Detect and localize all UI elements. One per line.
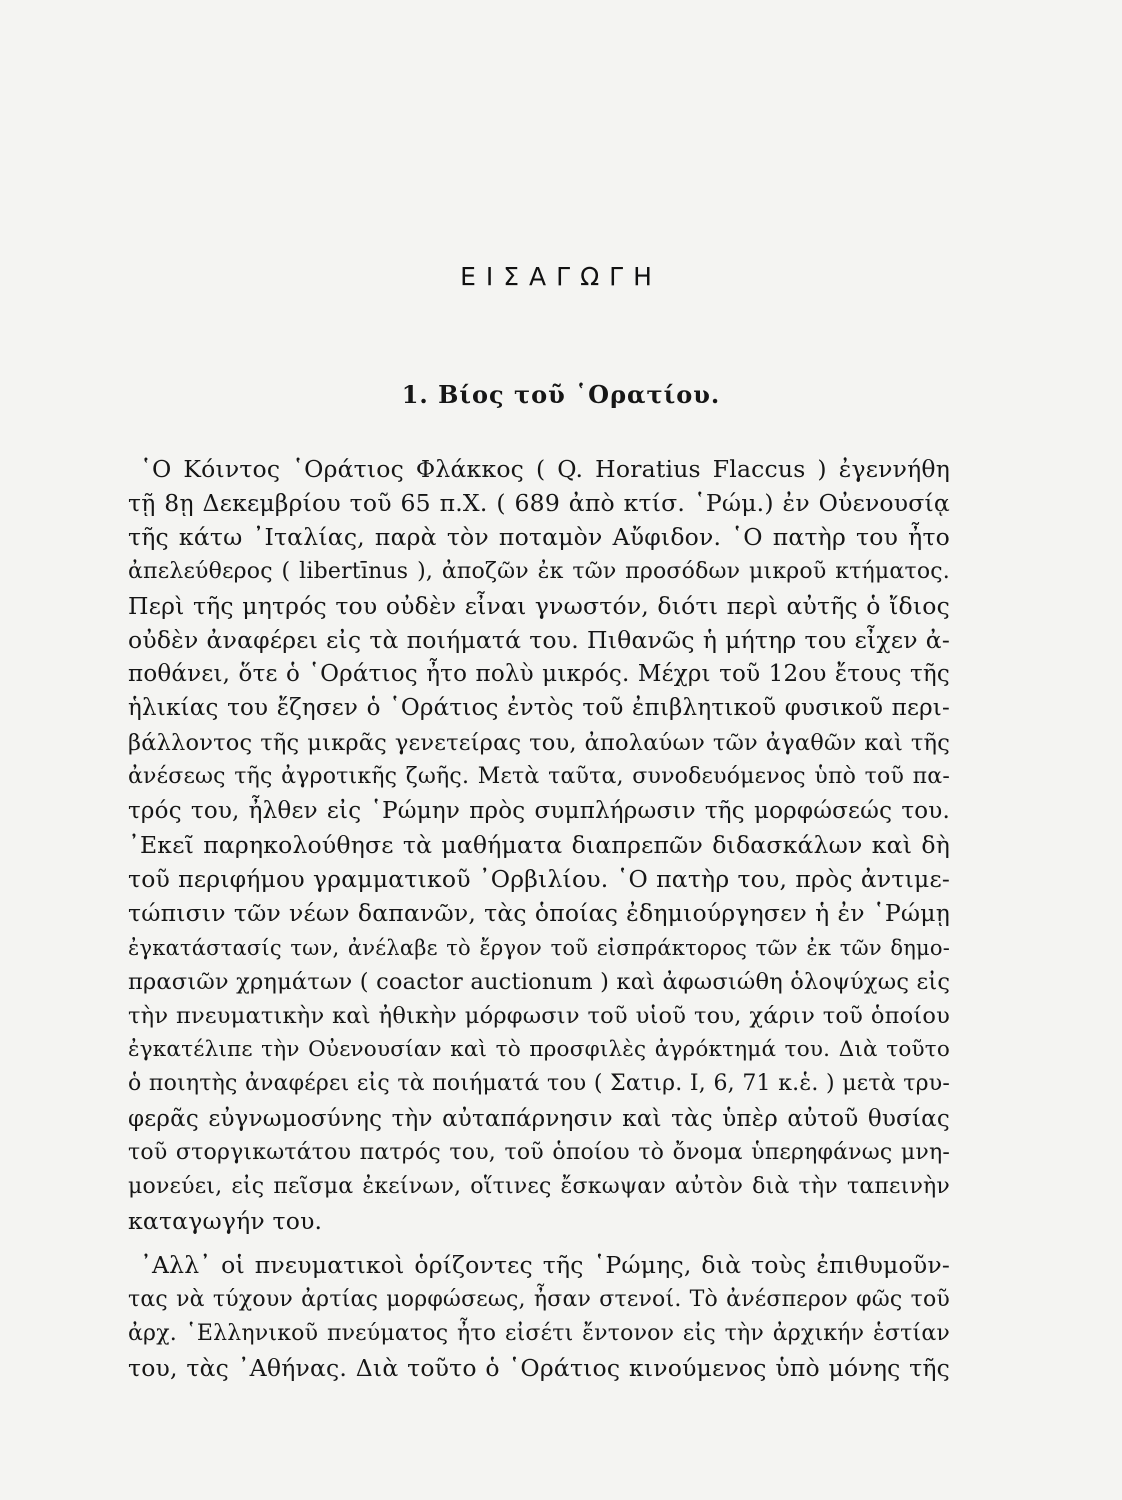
text-line: τῇ 8ῃ Δεκεμβρίου τοῦ 65 π.Χ. ( 689 ἀπὸ κτίσ. ῾Ρώμ.) ἐν Οὐενουσίᾳ	[128, 489, 950, 518]
text-line: ὁ ποιητὴς ἀναφέρει εἰς τὰ ποιήματά του ( Σατιρ. I, 6, 71 κ.ἑ. ) μετὰ τρυ-	[128, 1071, 950, 1097]
section-title: 1. Βίος τοῦ ῾Ορατίου.	[401, 380, 721, 409]
text-line: του, τὰς ᾿Αθήνας. Διὰ τοῦτο ὁ ῾Οράτιος κινούμενος ὑπὸ μόνης τῆς	[128, 1353, 950, 1382]
text-line: ἀνέσεως τῆς ἀγροτικῆς ζωῆς. Μετὰ ταῦτα, συνοδευόμενος ὑπὸ τοῦ πα-	[128, 763, 950, 789]
text-line: τῆς κάτω ᾿Ιταλίας, παρὰ τὸν ποταμὸν Αὔφιδον. ῾Ο πατὴρ του ἦτο	[128, 523, 950, 552]
text-line: ῾Ο Κόιντος ῾Οράτιος Φλάκκος ( Q. Horatius Flaccus ) ἐγεννήθη	[140, 455, 950, 483]
text-line: ἀρχ. ῾Ελληνικοῦ πνεύματος ἦτο εἰσέτι ἔντονον εἰς τὴν ἀρχικήν ἑστίαν	[128, 1320, 950, 1346]
text-line: τοῦ περιφήμου γραμματικοῦ ᾿Ορβιλίου. ῾Ο πατὴρ του, πρὸς ἀντιμε-	[128, 865, 950, 894]
text-line: ᾿Αλλ᾿ οἱ πνευματικοὶ ὁρίζοντες τῆς ῾Ρώμης, διὰ τοὺς ἐπιθυμοῦν-	[140, 1251, 950, 1280]
text-line: τὴν πνευματικὴν καὶ ἠθικὴν μόρφωσιν τοῦ υἱοῦ του, χάριν τοῦ ὁποίου	[128, 1003, 950, 1029]
text-line: τοῦ στοργικωτάτου πατρός του, τοῦ ὁποίου τὸ ὄνομα ὑπερηφάνως μνη-	[128, 1139, 950, 1165]
paragraph-2	[128, 1248, 950, 1385]
page-heading: ΕΙΣΑΓΩΓΗ	[460, 262, 662, 291]
text-line: ἐγκατέλιπε τὴν Οὐενουσίαν καὶ τὸ προσφιλὲς ἀγρόκτημά του. Διὰ τοῦτο	[128, 1037, 950, 1063]
text-line: ἐγκατάστασίς των, ἀνέλαβε τὸ ἔργον τοῦ εἰσπράκτορος τῶν ἐκ τῶν δημο-	[128, 935, 950, 960]
text-line: τρός του, ἦλθεν εἰς ῾Ρώμην πρὸς συμπλήρωσιν τῆς μορφώσεώς του.	[128, 797, 950, 824]
text-line: μονεύει, εἰς πεῖσμα ἐκείνων, οἵτινες ἔσκωψαν αὐτὸν διὰ τὴν ταπεινὴν	[128, 1173, 950, 1199]
text-line: Περὶ τῆς μητρός του οὐδὲν εἶναι γνωστόν, διότι περὶ αὐτῆς ὁ ἴδιος	[128, 591, 950, 620]
text-line: καταγωγήν του.	[128, 1207, 323, 1236]
text-line: φερᾶς εὐγνωμοσύνης τὴν αὐταπάρνησιν καὶ τὰς ὑπὲρ αὐτοῦ θυσίας	[128, 1105, 950, 1132]
paragraph-1	[128, 452, 950, 1238]
text-line: ἡλικίας του ἔζησεν ὁ ῾Οράτιος ἐντὸς τοῦ ἐπιβλητικοῦ φυσικοῦ περι-	[128, 695, 950, 722]
text-line: οὐδὲν ἀναφέρει εἰς τὰ ποιήματά του. Πιθανῶς ἡ μήτηρ του εἶχεν ἀ-	[128, 625, 950, 654]
text-line: ἀπελεύθερος ( libertīnus ), ἀποζῶν ἐκ τῶν προσόδων μικροῦ κτήματος.	[128, 558, 950, 584]
text-line: ᾿Εκεῖ παρηκολούθησε τὰ μαθήματα διαπρεπῶν διδασκάλων καὶ δὴ	[128, 831, 950, 860]
text-line: βάλλοντος τῆς μικρᾶς γενετείρας του, ἀπολαύων τῶν ἀγαθῶν καὶ τῆς	[128, 729, 950, 756]
text-line: τώπισιν τῶν νέων δαπανῶν, τὰς ὁποίας ἐδημιούργησεν ἡ ἐν ῾Ρώμῃ	[128, 899, 950, 928]
body-text	[128, 452, 950, 1385]
text-line: τας νὰ τύχουν ἀρτίας μορφώσεως, ἦσαν στενοί. Τὸ ἀνέσπερον φῶς τοῦ	[128, 1286, 950, 1312]
text-line: πρασιῶν χρημάτων ( coactor auctionum ) καὶ ἀφωσιώθη ὁλοψύχως εἰς	[128, 968, 951, 995]
text-line: ποθάνει, ὅτε ὁ ῾Οράτιος ἦτο πολὺ μικρός. Μέχρι τοῦ 12ου ἔτους τῆς	[128, 661, 950, 688]
